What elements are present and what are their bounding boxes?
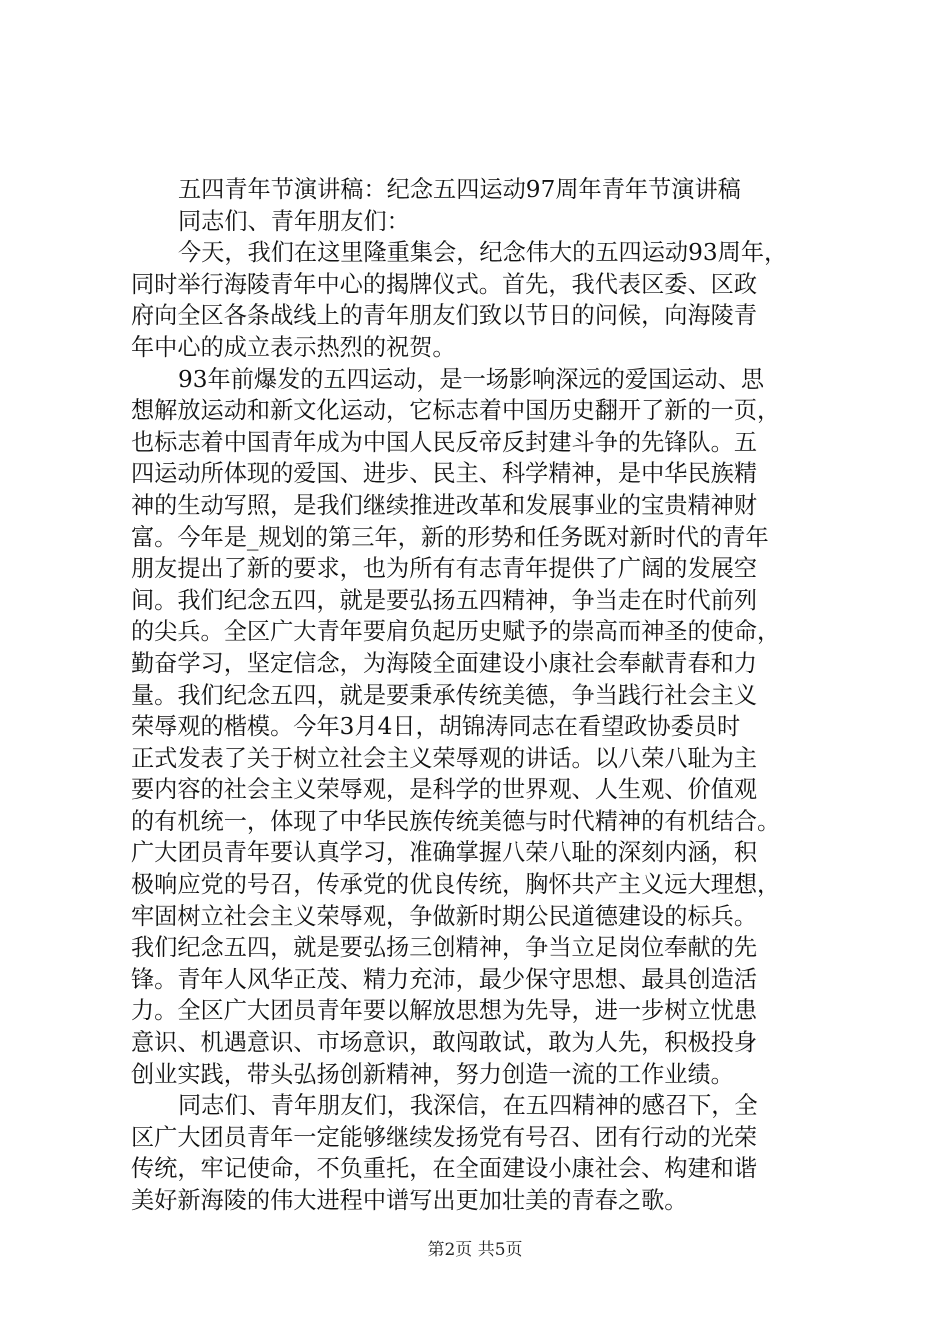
body-paragraph <box>131 237 827 363</box>
paragraph-line: 四运动所体现的爱国、进步、民主、科学精神，是中华民族精 <box>131 460 758 488</box>
paragraph-line: 想解放运动和新文化运动，它标志着中国历史翻开了新的一页， <box>131 397 781 425</box>
paragraph-line: 93年前爆发的五四运动，是一场影响深远的爱国运动、思 <box>178 365 765 393</box>
paragraph-line: 锋。青年人风华正茂、精力充沛，最少保守思想、最具创造活 <box>131 965 758 993</box>
paragraph-line: 区广大团员青年一定能够继续发扬党有号召、团有行动的光荣 <box>131 1123 758 1151</box>
paragraph-line: 府向全区各条战线上的青年朋友们致以节日的问候，向海陵青 <box>131 302 758 330</box>
paragraph-line: 荣辱观的楷模。今年3月4日，胡锦涛同志在看望政协委员时 <box>131 713 741 741</box>
document-title: 五四青年节演讲稿：纪念五四运动97周年青年节演讲稿 <box>178 176 741 203</box>
body-paragraph <box>131 364 827 1091</box>
paragraph-line: 勤奋学习，坚定信念，为海陵全面建设小康社会奉献青春和力 <box>131 649 758 677</box>
paragraph-line: 意识、机遇意识、市场意识，敢闯敢试，敢为人先，积极投身 <box>131 1029 758 1057</box>
paragraph-line: 传统，牢记使命，不负重托，在全面建设小康社会、构建和谐 <box>131 1155 758 1183</box>
paragraph-line: 正式发表了关于树立社会主义荣辱观的讲话。以八荣八耻为主 <box>131 744 758 772</box>
paragraph-line: 神的生动写照，是我们继续推进改革和发展事业的宝贵精神财 <box>131 491 758 519</box>
paragraph-line: 也标志着中国青年成为中国人民反帝反封建斗争的先锋队。五 <box>131 428 758 456</box>
paragraph-line: 广大团员青年要认真学习，准确掌握八荣八耻的深刻内涵，积 <box>131 839 758 867</box>
paragraph-line: 今天，我们在这里隆重集会，纪念伟大的五四运动93周年， <box>178 239 788 267</box>
paragraph-line: 牢固树立社会主义荣辱观，争做新时期公民道德建设的标兵。 <box>131 902 758 930</box>
paragraph-line: 创业实践，带头弘扬创新精神，努力创造一流的工作业绩。 <box>131 1060 734 1088</box>
paragraph-line: 间。我们纪念五四，就是要弘扬五四精神，争当走在时代前列 <box>131 586 758 614</box>
paragraph-line: 美好新海陵的伟大进程中谱写出更加壮美的青春之歌。 <box>131 1187 688 1214</box>
paragraph-line: 力。全区广大团员青年要以解放思想为先导，进一步树立忧患 <box>131 997 758 1025</box>
document-body <box>131 174 827 1217</box>
paragraph-line: 要内容的社会主义荣辱观，是科学的世界观、人生观、价值观 <box>131 776 758 804</box>
paragraphs <box>131 237 827 1216</box>
paragraph-line: 年中心的成立表示热烈的祝贺。 <box>131 333 456 361</box>
paragraph-line: 同时举行海陵青年中心的揭牌仪式。首先，我代表区委、区政 <box>131 270 758 298</box>
greeting: 同志们、青年朋友们： <box>178 207 410 235</box>
paragraph-line: 我们纪念五四，就是要弘扬三创精神，争当立足岗位奉献的先 <box>131 934 758 962</box>
paragraph-line: 朋友提出了新的要求，也为所有有志青年提供了广阔的发展空 <box>131 555 758 583</box>
body-paragraph <box>131 1090 827 1216</box>
paragraph-line: 量。我们纪念五四，就是要秉承传统美德，争当践行社会主义 <box>131 681 758 709</box>
paragraph-line: 的有机统一，体现了中华民族传统美德与时代精神的有机结合。 <box>131 807 781 835</box>
paragraph-line: 的尖兵。全区广大青年要肩负起历史赋予的崇高而神圣的使命， <box>131 618 781 646</box>
page-number: 第2页 共5页 <box>427 1240 523 1260</box>
paragraph-line: 同志们、青年朋友们，我深信，在五四精神的感召下，全 <box>178 1092 758 1120</box>
paragraph-line: 富。今年是_规划的第三年，新的形势和任务既对新时代的青年 <box>131 523 769 551</box>
paragraph-line: 极响应党的号召，传承党的优良传统，胸怀共产主义远大理想， <box>131 871 781 899</box>
